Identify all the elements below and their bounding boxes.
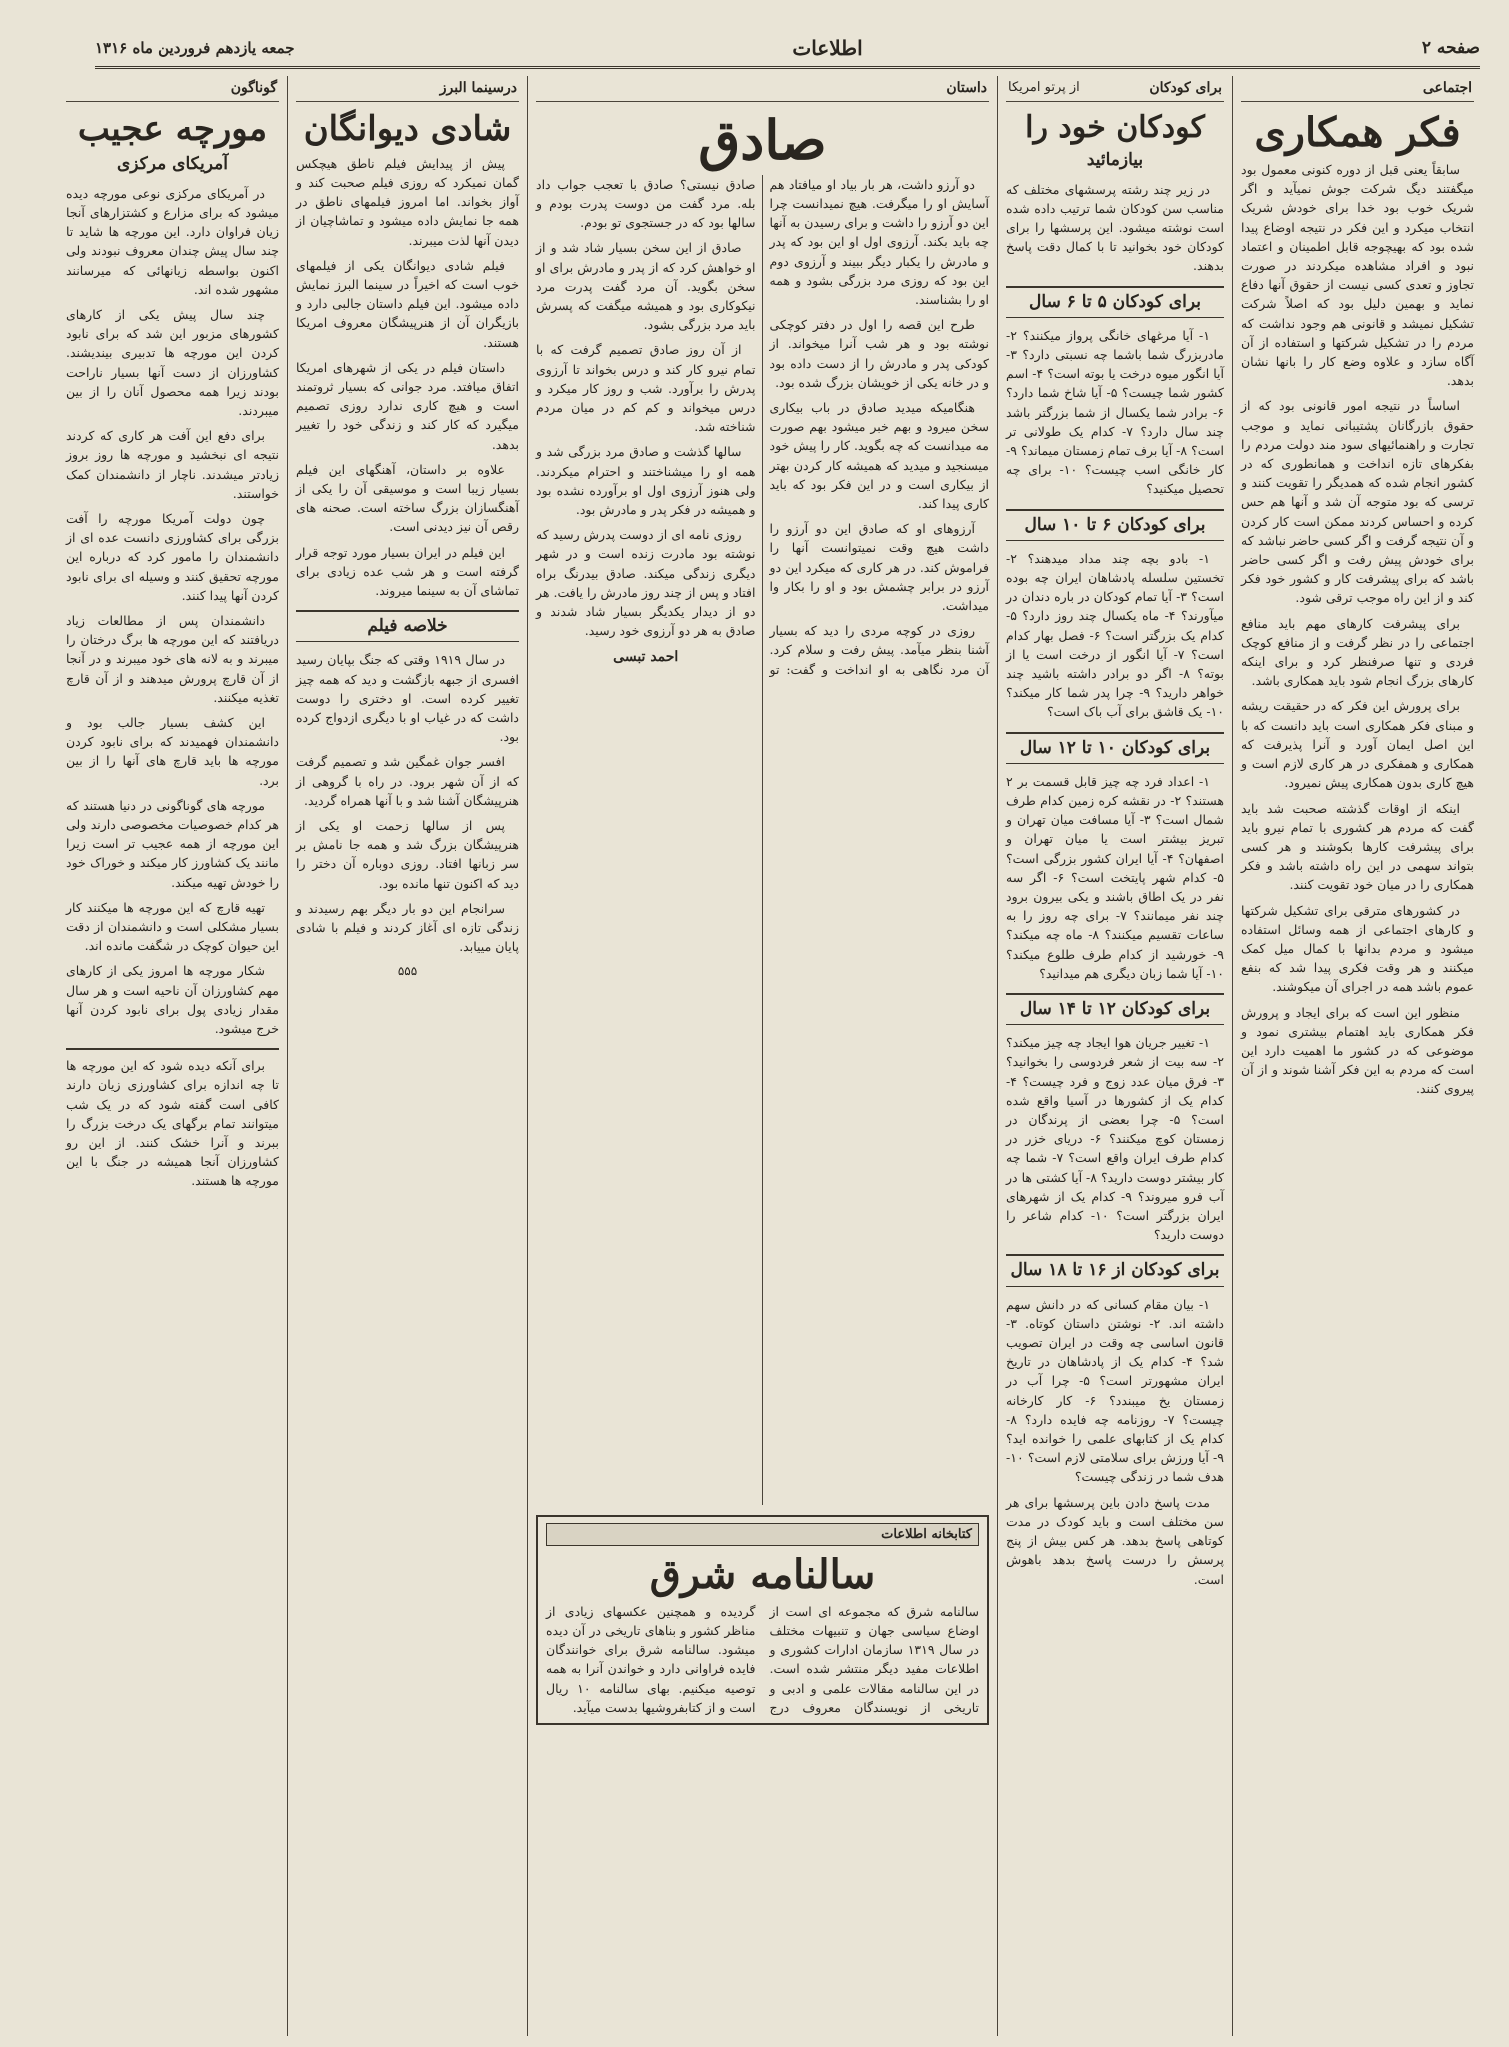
article-body: در زیر چند رشته پرسشهای مختلف که مناسب سن کودکان شما ترتیب داده شده است نوشته میشود. این پرسشها را برای کودکان خود بخوانید تا با کمال دقت پاسخ بدهند. برای کودکان ۵ تا ۶ سال ۱- آیا مرغهای خانگی پرواز میکنند؟ ۲- مادربزرگ شما باشما چه نسبتی دارد؟ ۳- آیا انگور میوه درخت یا بوته است؟ ۴- اسم کشور شما چیست؟ ۵- آیا شاخ شما دارد؟ ۶- برادر شما یکسال از شما بزرگتر باشد چند سال دارد؟ ۷- کدام یک طولانی تر است؟ ۸- آیا برف تمام زمستان میماند؟ ۹- کار خانگی اسب چیست؟ ۱۰- برای چه تحصیل میکنید؟ برای کودکان ۶ تا ۱۰ سال ۱- بادو بچه چند مداد میدهند؟ ۲- تخستین سلسله پادشاهان ایران چه بوده است؟ ۳- آیا تمام کودکان در باره دندان در میآورند؟ ۴- ماه یکسال چند روز دارد؟ ۵- کدام یک بزرگتر است؟ ۶- فصل بهار کدام است؟ ۷- آیا انگور از درخت است یا از بوته؟ ۸- اگر دو برادر داشته باشید چند خواهر دارید؟ ۹- چرا پدر شما کار میکند؟ ۱۰- یک قاشق برای آب باک است؟ برای کودکان ۱۰ تا ۱۲ سال ۱- اعداد فرد چه چیز قابل قسمت بر ۲ هستند؟ ۲- در نقشه کره زمین کدام طرف شمال است؟ ۳- آیا مسافت میان تهران و تبریز بیشتر است یا میان تهران و اصفهان؟ ۴- آیا ایران کشور بزرگی است؟ ۵- کدام شهر پایتخت است؟ ۶- اگر سه نفر در یک اطاق باشند و یکی بیرون برود چند نفر میمانند؟ ۷- برای چه روز را به ساعات تقسیم میکنند؟ ۸- ماه چه میکند؟ ۹- خورشید از کدام طرف طلوع میکند؟ ۱۰- آیا شما زبان دیگری هم میدانید؟ برای کودکان ۱۲ تا ۱۴ سال ۱- تغییر جریان هوا ایجاد چه چیز میکند؟ ۲- سه بیت از شعر فردوسی را بخوانید؟ ۳- فرق میان عدد زوج و فرد چیست؟ ۴- کدام یک از کشورها در آسیا واقع شده است؟ ۵- چرا بعضی از پرندگان در زمستان کوچ میکنند؟ ۶- دریای خزر در کدام طرف ایران واقع است؟ ۷- شما چه کار بیشتر دوست دارید؟ ۸- آیا کشتی ها در آب فرو میروند؟ ۹- کدام یک از شهرهای ایران بزرگتر است؟ ۱۰- کدام شاعر را دوست دارید؟ برای کودکان از ۱۶ تا ۱۸ سال ۱- بیان مقام کسانی که در دانش سهم داشته اند. ۲- نوشتن داستان کوتاه. ۳- قانون اساسی چه وقت در ایران تصویب شد؟ ۴- کدام یک از پادشاهان در تاریخ ایران مشهورتر است؟ ۵- چرا آب در زمستان یخ میبندد؟ ۶- کار کارخانه چیست؟ ۷- روزنامه چه فایده دارد؟ ۸- کدام یک از کتابهای علمی را خوانده اید؟ ۹- آیا ورزش برای سلامتی لازم است؟ ۱۰- هدف شما در زندگی چیست؟ مدت پاسخ دادن باین پرسشها برای هر سن مختلف است و باید کودک در مدت کوتاهی پاسخ بدهد. هر کس بیش از پنج پرسش را درست پاسخ بدهد باهوش است. xyxy=(1006,181,1225,1587)
article-body: دو آرزو داشت، هر بار بیاد او میافتاد هم آسایش او را میگرفت. هیچ نمیدانست چرا این دو آرزو را داشت و برای رسیدن به آنها چه باید بکند. آرزوی اول او این بود که پدر و مادرش را یکبار دیگر ببیند و آرزوی دوم این بود که روزی مرد بزرگی بشود و همه او را بشناسند. طرح این قصه را اول در دفتر کوچکی نوشته بود و هر شب آنرا میخواند. از کودکی پدر و مادرش را از دست داده بود و در خانه یکی از خویشان بزرگ شده بود. هنگامیکه میدید صادق در باب بیکاری سخن میرود و بهم خبر میشود بهم صورت مه میدانست که چه بگوید. کار را پیش خود میسنجید و میدید که همیشه کار کردن بهتر از بیکاری است و در این فکر بود که باید کاری پیدا کند. آرزوهای او که صادق این دو آرزو را داشت هیچ وقت نمیتوانست آنها را فراموش کند. در هر کاری که میکرد این دو آرزو در برابر چشمش بود و او را بکار وا میداشت. روزی در کوچه مردی را دید که بسیار آشنا بنظر میآمد. پیش رفت و سلام کرد. آن مرد نگاهی به او انداخت و گفت: تو صادق نیستی؟ صادق با تعجب جواب داد بله. مرد گفت من دوست پدرت بودم و سالها بود که در جستجوی تو بودم. صادق از این سخن بسیار شاد شد و از او خواهش کرد که از پدر و مادرش برای او سخن بگوید. آن مرد گفت پدرت مرد نیکوکاری بود و همیشه میگفت که پسرش باید مرد بزرگی بشود. از آن روز صادق تصمیم گرفت که با تمام نیرو کار کند و درس بخواند تا آرزوی پدرش را برآورد. شب و روز کار میکرد و درس میخواند و کم کم در میان مردم شناخته شد. سالها گذشت و صادق مرد بزرگی شد و همه او را میشناختند و احترام میکردند. ولی هنوز آرزوی اول او برآورده نشده بود و همیشه در فکر پدر و مادرش بود. روزی نامه ای از دوست پدرش رسید که نوشته بود مادرت زنده است و در شهر دیگری زندگی میکند. صادق بیدرنگ براه افتاد و پس از چند روز مادرش را یافت. هر دو از دیدار یکدیگر بسیار شاد شدند و صادق به هر دو آرزوی خود رسید. احمد تبسی xyxy=(536,176,989,677)
page-number: صفحه ۲ xyxy=(1421,38,1480,58)
age-section-heading: برای کودکان از ۱۶ تا ۱۸ سال xyxy=(1006,1254,1224,1286)
column-children xyxy=(1000,76,1230,2036)
column-social xyxy=(1235,76,1480,2036)
age-section-heading: برای کودکان ۱۰ تا ۱۲ سال xyxy=(1006,732,1224,764)
article-title: کودکان خود را xyxy=(1025,110,1205,145)
article-subtitle: بیازمائید xyxy=(1086,149,1144,170)
section-kicker: داستان xyxy=(536,76,989,102)
issue-date: جمعه یازدهم فروردین ماه ۱۳۱۶ xyxy=(95,39,295,57)
column-misc xyxy=(60,76,285,2036)
masthead xyxy=(95,30,1480,69)
box-heading: کتابخانه اطلاعات xyxy=(546,1523,979,1546)
paper-name: اطلاعات xyxy=(792,36,863,60)
section-kicker: درسینما البرز xyxy=(296,76,519,102)
summary-heading: خلاصه فیلم xyxy=(296,610,519,642)
age-section-heading: برای کودکان ۶ تا ۱۰ سال xyxy=(1006,509,1224,541)
article-body: سابقاً یعنی قبل از دوره کنونی معمول بود میگفتند دیگ شرکت جوش نمیآید و اگر شریک خوب بود خدا برای خودش شریک انتخاب میکرد و این فکر در نتیجه اوضاع پیدا شده بود که بهیچوجه قابل اطمینان و اعتماد نبود و افراد مشاهده میکردند در صورت تجاوز و تعدی کسی نیست از حقوق آنها دفاع نماید و بهمین دلیل بود که اصلاً شرکت تشکیل نمیشد و قانونی هم وجود نداشت که مردم را در تشکیل شرکتها و استفاده از آن آگاه سازد و علاوه وضع کار را بانها نشان بدهد. اساساً در نتیجه امور قانونی بود که از حقوق بازرگانان پشتیبانی نماید و موجب تجارت و راهنمائیهای سود مند دولت مردم را بفکرهای تازه انداخت و همانطوری که در کشور انجام شده که همدیگر را تقویت کنند و ترسی که بود متوجه آن شد و آنها هم حس کرده و احساس کردند ممکن است کار کردن و آن نتیجه گرفت و اگر کسی حاضر نباشد که برای خودش پیش رفت و اگر کسی حاضر باشد که برای پیشرفت کار و کشور خود فکر کند و از این راه موجب ترقی شود. برای پیشرفت کارهای مهم باید منافع اجتماعی را در نظر گرفت و از منافع کوچک فردی و تنها صرفنظر کرد و برای اینکه کارهای بزرگ انجام شود باید همکاری باشد. برای پرورش این فکر که در حقیقت ریشه و مبنای فکر همکاری است باید دانست که با این اصل ایمان آورد و آنرا پذیرفت که همکاری و همفکری در هر کاری لازم است و هیچ کاری بدون همکاری پیش نمیرود. اینکه از اوقات گذشته صحبت شد باید گفت که مردم هر کشوری با تمام نیرو باید برای پیشرفت کارها بکوشند و هر کسی بتواند سهمی در این راه داشته باشد و فکر همکاری را در میان خود تقویت کنند. در کشورهای مترقی برای تشکیل شرکتها و کارهای اجتماعی از همه وسائل استفاده میشود و مردم بدانها با کمال میل کمک میکنند و هر وقت فکری پیدا شد که بنفع عموم باشد همه در اجرای آن میکوشند. منظور این است که برای ایجاد و پرورش فکر همکاری باید اهتمام بیشتری نمود و موضوعی که در کشور ما اهمیت دارد این است که مردم به این فکر آشنا شوند و از آن پیروی کنند. xyxy=(1241,162,1474,1097)
column-cinema xyxy=(290,76,525,2036)
section-kicker: برای کودکان از پرتو امریکا xyxy=(1006,76,1224,102)
article-subtitle: آمریکای مرکزی xyxy=(117,153,228,174)
box-title: سالنامه شرق xyxy=(649,1550,876,1598)
column-story xyxy=(530,76,995,2036)
article-title: شادی دیوانگان xyxy=(303,109,512,149)
section-mark: ۵۵۵ xyxy=(397,964,418,979)
article-title: صادق xyxy=(698,108,827,172)
author-byline: احمد تبسی xyxy=(613,649,679,666)
book-review-box xyxy=(536,1515,989,1725)
age-section-heading: برای کودکان ۵ تا ۶ سال xyxy=(1006,286,1224,318)
article-body: در آمریکای مرکزی نوعی مورچه دیده میشود که برای مزارع و کشتزارهای آنجا زیان فراوان دارد. این مورچه ها شاید تا چند سال پیش چندان معروف نبودند ولی اکنون بواسطه زیانهائی که میرسانند مشهور شده اند. چند سال پیش یکی از کارهای کشورهای مزبور این شد که برای نابود کردن این مورچه ها تدبیری بیندیشند. کشاورزان از دست آنها بسیار ناراحت بودند زیرا همه محصول آنان را از بین میبردند. برای دفع این آفت هر کاری که کردند نتیجه ای نبخشید و مورچه ها روز بروز زیادتر میشدند. ناچار از دانشمندان کمک خواستند. چون دولت آمریکا مورچه را آفت بزرگی برای کشاورزی دانست عده ای از دانشمندان را مامور کرد که درباره این مورچه تحقیق کنند و وسیله ای برای نابود کردن آنها پیدا کنند. دانشمندان پس از مطالعات زیاد دریافتند که این مورچه ها برگ درختان را میبرند و به لانه های خود میبرند و در آنجا از آن قارچ پرورش میدهند و از آن قارچ تغذیه میکنند. این کشف بسیار جالب بود و دانشمندان فهمیدند که برای نابود کردن مورچه ها باید قارچ های آنها را از بین برد. مورچه های گوناگونی در دنیا هستند که هر کدام خصوصیات مخصوصی دارند ولی این مورچه از همه عجیب تر است زیرا مانند یک کشاورز کار میکند و خوراک خود را خودش تهیه میکند. تهیه قارچ که این مورچه ها میکنند کار بسیار مشکلی است و دانشمندان از دقت این حیوان کوچک در شگفت مانده اند. شکار مورچه ها امروز یکی از کارهای مهم کشاورزان آن ناحیه است و هر سال مقدار زیادی پول برای نابود کردن آنها خرج میشود. برای آنکه دیده شود که این مورچه ها تا چه اندازه برای کشاورزی زیان دارند کافی است گفته شود که در یک شب میتوانند تمام برگهای یک درخت بزرگ را ببرند و آنرا خشک کنند. از این رو کشاورزان آنجا همیشه در جنگ با این مورچه ها هستند. xyxy=(66,184,279,1191)
article-body: پیش از پیدایش فیلم ناطق هیچکس گمان نمیکرد که روزی فیلم صحبت کند و آواز بخواند. اما امروز فیلمهای ناطق در همه جا نمایش داده میشود و تماشاچیان از دیدن آنها لذت میبرند. فیلم شادی دیوانگان یکی از فیلمهای خوب است که اخیراً در سینما البرز نمایش داده میشود. این فیلم داستان جالبی دارد و بازیگران آن از هنرپیشگان معروف امریکا هستند. داستان فیلم در یکی از شهرهای امریکا اتفاق میافتد. مرد جوانی که بسیار ثروتمند است و هیچ کاری ندارد روزی تصمیم میگیرد که کار کند و زندگی خود را تغییر بدهد. علاوه بر داستان، آهنگهای این فیلم بسیار زیبا است و موسیقی آن را یکی از آهنگسازان بزرگ ساخته است. صحنه های رقص آن نیز دیدنی است. این فیلم در ایران بسیار مورد توجه قرار گرفته است و هر شب عده زیادی برای تماشای آن به سینما میروند. خلاصه فیلم در سال ۱۹۱۹ وقتی که جنگ بپایان رسید افسری از جبهه بازگشت و دید که همه چیز تغییر کرده است. او دختری را دوست داشت که در غیاب او با دیگری ازدواج کرده بود. افسر جوان غمگین شد و تصمیم گرفت که از آن شهر برود. در راه با گروهی از هنرپیشگان آشنا شد و با آنها همراه گردید. پس از سالها زحمت او یکی از هنرپیشگان بزرگ شد و همه جا نامش بر سر زبانها افتاد. روزی دوباره آن دختر را دید که اکنون تنها مانده بود. سرانجام این دو بار دیگر بهم رسیدند و زندگی تازه ای آغاز کردند و فیلم با شادی پایان مییابد. ۵۵۵ xyxy=(296,154,519,982)
box-body: سالنامه شرق که مجموعه ای است از اوضاع سیاسی جهان و تنبیهات مختلف در سال ۱۳۱۹ سازمان ادارات کشوری و اطلاعات مفید دیگر منتشر شده است. در این سالنامه مقالات علمی و ادبی و تاریخی از نویسندگان معروف درج گردیده و همچنین عکسهای زیادی از مناظر کشور و بناهای تاریخی در آن دیده میشود. سالنامه شرق برای خوانندگان فایده فراوانی دارد و خواندن آنرا به همه توصیه میکنیم. بهای سالنامه ۱۰ ریال است و از کتابفروشیها بدست میآید. xyxy=(546,1603,979,1715)
side-note: برای آنکه دیده شود که این مورچه ها تا چه اندازه برای کشاورزی زیان دارند کافی است گفته شود که در یک شب میتوانند تمام برگهای یک درخت بزرگ را ببرند و آنرا خشک کنند. از این رو کشاورزان آنجا همیشه در جنگ با این مورچه ها هستند. xyxy=(66,1048,279,1190)
article-title: فکر همکاری xyxy=(1254,109,1461,156)
section-kicker: اجتماعی xyxy=(1241,76,1474,102)
age-section-heading: برای کودکان ۱۲ تا ۱۴ سال xyxy=(1006,993,1224,1025)
article-title: مورچه عجیب xyxy=(77,109,268,149)
section-kicker: گوناگون xyxy=(66,76,279,102)
